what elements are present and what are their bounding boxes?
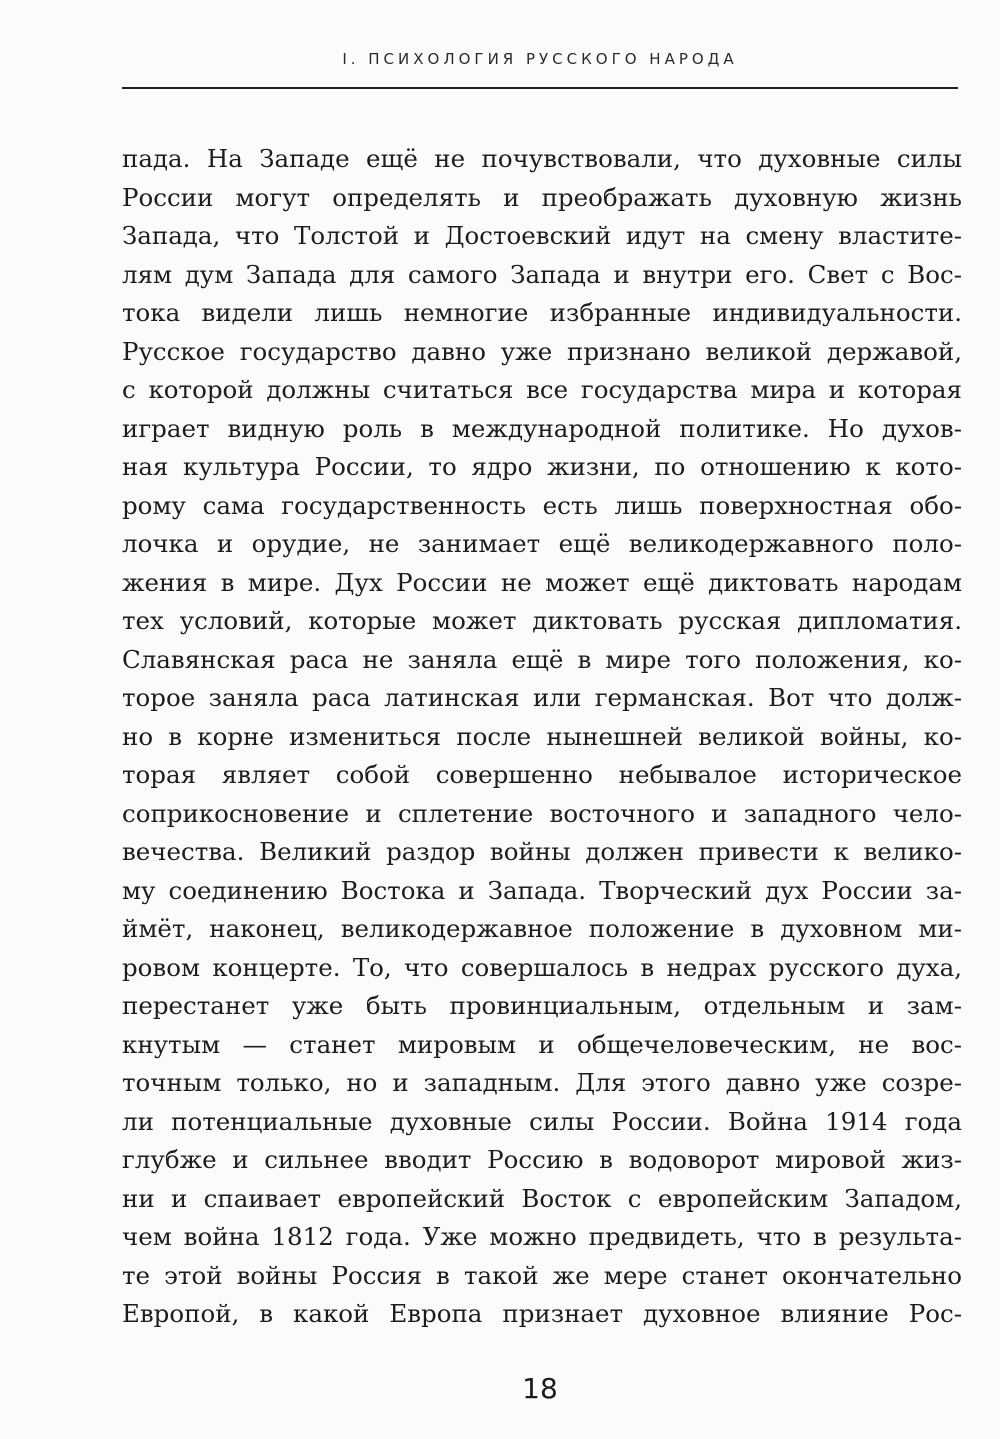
text-line: Русское государство давно уже признано великой державой, <box>122 336 962 366</box>
text-line: лям дум Запада для самого Запада и внутри его. Свет с Вос- <box>122 259 962 289</box>
text-line: с которой должны считаться все государства мира и которая <box>122 375 962 404</box>
text-line: ровом концерте. То, что совершалось в недрах русского духа, <box>122 952 962 982</box>
text-line: но в корне измениться после нынешней великой войны, ко- <box>122 721 962 751</box>
text-line: кнутым — станет мировым и общечеловеческим, не вос- <box>122 1029 962 1059</box>
text-line: перестанет уже быть провинциальным, отдельным и зам- <box>122 991 962 1020</box>
text-line: тех условий, которые может диктовать русская дипломатия. <box>122 606 962 635</box>
text-line: ймёт, наконец, великодержавное положение в духовном ми- <box>122 914 962 943</box>
text-line: Запада, что Толстой и Достоевский идут на смену властите- <box>122 221 962 250</box>
text-line: глубже и сильнее вводит Россию в водоворот мировой жиз- <box>122 1145 962 1174</box>
text-line: вечества. Великий раздор войны должен привести к велико- <box>122 837 962 866</box>
text-line: играет видную роль в международной политике. Но духов- <box>122 413 962 443</box>
text-line: торая являет собой совершенно небывалое историческое <box>122 760 962 789</box>
running-head: I. ПСИХОЛОГИЯ РУССКОГО НАРОДА <box>342 50 738 68</box>
text-line: пада. На Западе ещё не почувствовали, что духовные силы <box>122 144 962 173</box>
text-line: рому сама государственность есть лишь поверхностная обо- <box>122 490 962 520</box>
text-line: ни и спаивает европейский Восток с европейским Западом, <box>122 1183 962 1213</box>
text-line: лочка и орудие, не занимает ещё великодержавного поло- <box>122 529 962 558</box>
text-line: Славянская раса не заняла ещё в мире того положения, ко- <box>122 644 962 674</box>
text-line: ли потенциальные духовные силы России. Война 1914 года <box>122 1106 962 1136</box>
text-line: Европой, в какой Европа признает духовное влияние Рос- <box>122 1299 962 1328</box>
text-line: ная культура России, то ядро жизни, по отношению к кото- <box>122 452 962 481</box>
text-line: му соединению Востока и Запада. Творческий дух России за- <box>122 875 962 905</box>
text-line: соприкосновение и сплетение восточного и западного чело- <box>122 798 962 828</box>
text-line: России могут определять и преображать духовную жизнь <box>122 182 962 212</box>
header-rule <box>122 87 958 89</box>
text-line: торое заняла раса латинская или германская. Вот что долж- <box>122 683 962 712</box>
text-line: точным только, но и западным. Для этого давно уже созре- <box>122 1068 962 1097</box>
page-number: 18 <box>522 1372 558 1405</box>
body-text <box>122 140 962 1334</box>
text-line: жения в мире. Дух России не может ещё диктовать народам <box>122 567 962 597</box>
text-line: чем война 1812 года. Уже можно предвидеть, что в результа- <box>122 1222 962 1251</box>
text-line: тока видели лишь немногие избранные индивидуальности. <box>122 298 962 327</box>
text-line: те этой войны Россия в такой же мере станет окончательно <box>122 1260 962 1290</box>
